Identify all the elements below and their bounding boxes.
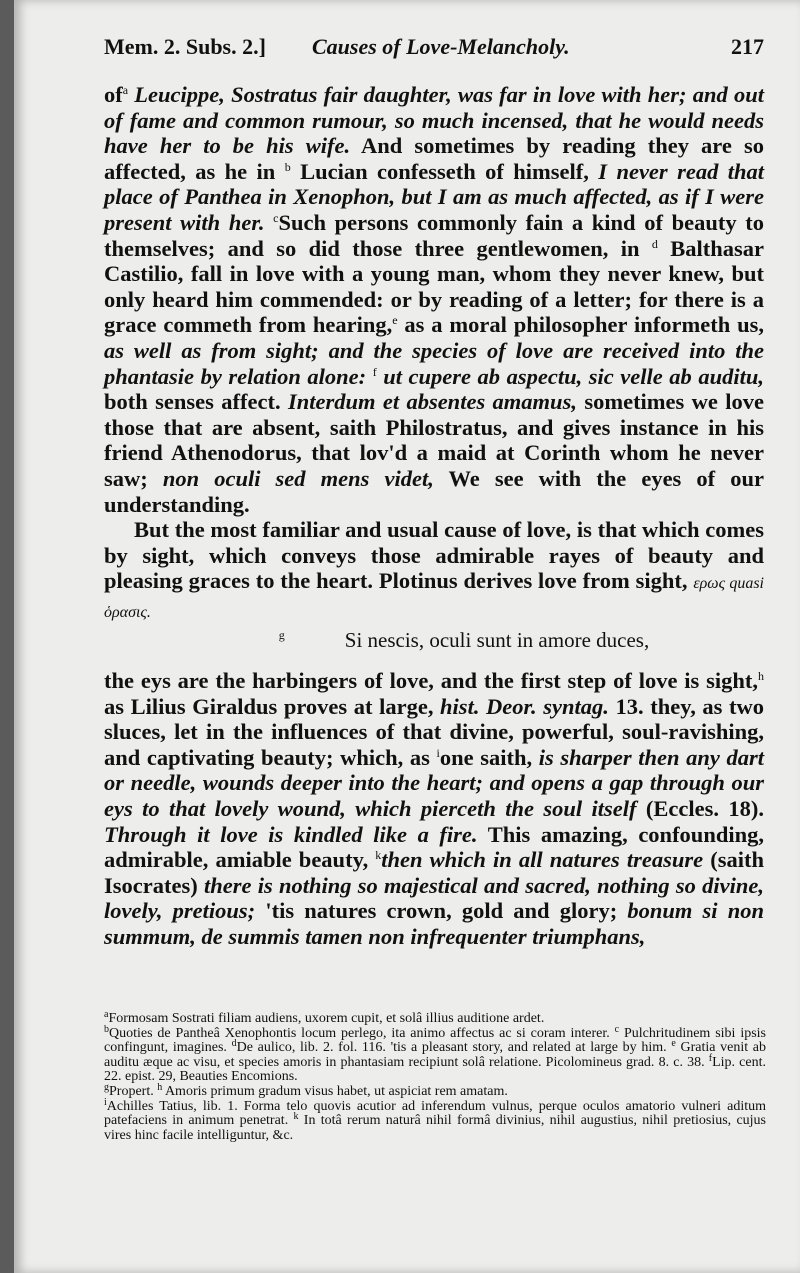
text: as a moral philosopher informeth us, [397,312,764,338]
book-page [14,0,800,1273]
text: Interdum et absentes amamus, [287,389,577,415]
text: Lucian confesseth of himself, [290,158,599,184]
footnote-ref-c: c [273,210,279,225]
text: (saith Isocrates) [104,847,764,898]
text: then which in all natures treasure [381,847,704,873]
text: as Lilius Giraldus proves at large, [104,693,441,719]
text: of [104,82,123,107]
footnote-mark: f [708,1052,713,1064]
footnote-text: De aulico, lib. 2. fol. 116. 'tis a pleasant story, and related at large by him. [236,1040,667,1056]
footnote-g [104,1081,766,1100]
footnote-mark: e [671,1038,676,1050]
footnote-ref-e: e [392,313,398,328]
header-section: Mem. 2. Subs. 2.] [104,34,266,59]
footnote-mark: b [104,1023,109,1035]
footnote-b [104,1023,767,1085]
text: Leucippe, Sostratus fair daughter, was far in love with her; and out of fame and common rumour, so much incensed, that he would needs have her to be his wife. [104,82,764,159]
verse-text: Si nescis, oculi sunt in amore duces, [344,628,650,652]
verse-line [279,628,649,653]
text: is sharper then any dart or needle, wounds deeper into the heart; and opens a gap through our eys to that lovely wound, which pierceth the soul itself [104,744,764,821]
footnote-text: Lip. cent. 22. epist. 29, Beauties Encomions. [104,1054,767,1085]
footnotes [104,1009,767,1143]
footnote-text: Gratia venit ab auditu æque ac visu, et species amoris in phantasiam recipiunt solâ relatione. Picolomineus grad. 8. c. 38. [104,1040,767,1070]
text: But the most familiar and usual cause of love, is that which comes by sight, which conveys those admirable rayes of beauty and pleasing graces to the heart. Plotinus derives love from sight, [104,517,764,594]
footnote-mark: d [231,1038,237,1050]
text: We see with the eyes of our understanding. [104,465,764,517]
text: 13. they, as two sluces, let in the influences of that divine, powerful, soul-ravishing, and captivating beauty; which, as [104,693,765,770]
footnote-text: Formosam Sostrati filiam audiens, uxorem cupit, et solâ illius auditione ardet. [108,1011,545,1026]
text: sometimes we love those that are absent, saith Philostratus, and gives instance in his friend Athenodorus, that lov'd a maid at Corinth whom he never saw; [104,389,764,491]
greek-text: ερως quasi ὁρασις. [104,575,764,621]
text: one saith, [439,744,539,770]
text: there is nothing so majestical and sacred, nothing so divine, lovely, pretious; [104,872,764,924]
footnote-mark: k [293,1111,299,1123]
footnote-mark: c [614,1023,620,1035]
main-text [104,82,764,625]
footnote-ref-k: k [375,848,382,863]
text: 'tis natures crown, gold and glory; [255,898,628,924]
footnote-mark: h [157,1081,163,1093]
verse-quote [104,628,764,653]
footnote-ref-h: h [758,669,764,683]
footnote-mark: a [104,1009,109,1020]
paragraph-2 [104,517,764,625]
text: This amazing, confounding, admirable, amiable beauty, [104,821,764,873]
footnote-text: Achilles Tatius, lib. 1. Forma telo quovis acutior ad inferendum vulnus, perque oculos amatorio vulneri aditum patefaciens in animum penetrat. [104,1098,766,1129]
text: the eys are the harbingers of love, and the first step of love is sight, [104,668,758,693]
footnote-i [104,1096,767,1144]
text: non oculi sed mens videt, [162,465,434,491]
paragraph-3 [104,668,764,950]
main-text-continued [104,668,764,950]
page-number: 217 [731,34,764,59]
footnote-text: Propert. [109,1083,154,1099]
footnote-ref-f: f [372,364,377,379]
footnote-ref-a: a [122,83,129,97]
text: hist. Deor. syntag. [440,693,609,719]
text: Through it love is kindled like a fire. [104,821,478,847]
text: I never read that place of Panthea in Xenophon, but I am as much affected, as if I were present with her. [104,158,764,235]
footnote-mark: i [104,1096,107,1108]
footnote-text: Quoties de Pantheâ Xenophontis locum perlego, ita animo affectus ac si coram interer. [109,1025,610,1041]
paragraph-1 [104,82,764,517]
footnote-ref-i: i [436,745,440,760]
footnote-ref-b: b [284,159,291,174]
header-title: Causes of Love-Melancholy. [312,34,570,59]
text: both senses affect. [104,389,288,415]
running-header [104,34,764,64]
text: bonum si non summum, de summis tamen non infrequenter triumphans, [104,898,764,949]
text: Balthasar Castilio, fall in love with a young man, whom they never knew, but only heard him commended: or by reading of a letter; for there is a grace commeth from hearing, [104,235,764,338]
text: ut cupere ab aspectu, sic velle ab auditu, [376,363,764,389]
footnote-text: Pulchritudinem sibi ipsis confingunt, imagines. [104,1025,766,1056]
footnote-text: Amoris primum gradum visus habet, ut aspiciat rem amatam. [162,1083,508,1099]
text: as well as from sight; and the species of love are received into the phantasie by relation alone: [104,337,764,389]
text: Such persons commonly fain a kind of beauty to themselves; and so did those three gentlewomen, in [104,209,764,261]
text: (Eccles. 18). [636,795,764,821]
footnote-text: In totâ rerum naturâ nihil formâ divinius, nihil augustius, nihil pretiosius, cujus vires hinc facile intelliguntur, &c. [104,1113,767,1143]
footnote-mark: g [104,1081,109,1093]
footnote-a [104,1009,766,1027]
footnote-ref-d: d [651,236,658,251]
text: And sometimes by reading they are so affected, as he in [104,133,764,184]
footnote-ref-g: g [278,628,285,642]
